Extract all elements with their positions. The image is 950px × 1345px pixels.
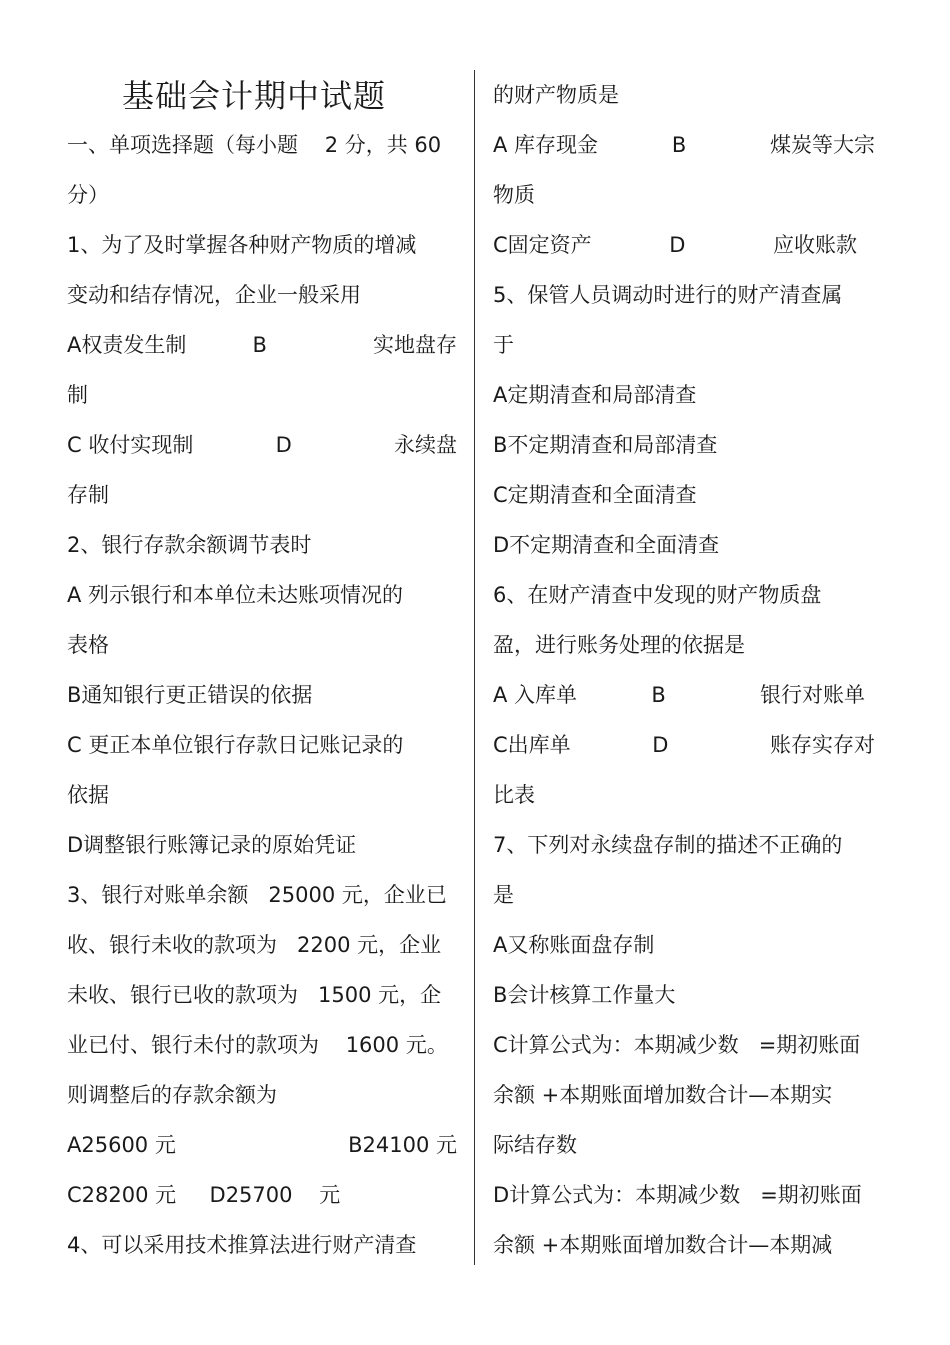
text-line: 依据 bbox=[67, 783, 109, 807]
text-line: 则调整后的存款余额为 bbox=[67, 1083, 277, 1107]
option-c: C计算公式为：本期减少数 =期初账面 bbox=[493, 1033, 861, 1057]
text-line: 物质 bbox=[493, 183, 535, 207]
option-d: D计算公式为：本期减少数 =期初账面 bbox=[493, 1183, 862, 1207]
option-d-text: 账存实存对 bbox=[770, 733, 875, 757]
option-a: A 入库单 bbox=[493, 683, 578, 707]
option-row: C28200 元 D25700 元 bbox=[67, 1183, 341, 1207]
text-line: 收、银行未收的款项为 2200 元，企业 bbox=[67, 933, 442, 957]
question-3: 3、银行对账单余额 25000 元，企业已 bbox=[67, 883, 447, 907]
option-d-text: 永续盘 bbox=[393, 433, 457, 457]
left-column bbox=[67, 120, 457, 1270]
option-row bbox=[493, 720, 875, 770]
text-line: 盈，进行账务处理的依据是 bbox=[493, 633, 745, 657]
option-d: D不定期清查和全面清查 bbox=[493, 533, 720, 557]
text-line: 业已付、银行未付的款项为 1600 元。 bbox=[67, 1033, 448, 1057]
column-divider bbox=[474, 70, 475, 1265]
text-line: 未收、银行已收的款项为 1500 元，企 bbox=[67, 983, 442, 1007]
right-column bbox=[493, 70, 875, 1270]
option-b-text: 煤炭等大宗 bbox=[770, 133, 875, 157]
option-a: A25600 元 bbox=[67, 1133, 176, 1157]
option-b-letter: B bbox=[651, 683, 666, 707]
option-b: B通知银行更正错误的依据 bbox=[67, 683, 313, 707]
option-row bbox=[67, 1120, 457, 1170]
option-c: C 收付实现制 bbox=[67, 433, 194, 457]
text-line: 比表 bbox=[493, 783, 535, 807]
option-row bbox=[67, 320, 457, 370]
text-line: 变动和结存情况，企业一般采用 bbox=[67, 283, 361, 307]
option-d: D调整银行账簿记录的原始凭证 bbox=[67, 833, 357, 857]
option-row bbox=[493, 670, 875, 720]
option-b: B会计核算工作量大 bbox=[493, 983, 676, 1007]
option-d-text: 应收账款 bbox=[773, 233, 857, 257]
text-line: 表格 bbox=[67, 633, 109, 657]
option-a: A 列示银行和本单位未达账项情况的 bbox=[67, 583, 404, 607]
text-line: 余额 +本期账面增加数合计—本期减 bbox=[493, 1233, 833, 1257]
option-d-letter: D bbox=[275, 433, 292, 457]
question-4: 4、可以采用技术推算法进行财产清查 bbox=[67, 1233, 417, 1257]
option-c: C出库单 bbox=[493, 733, 571, 757]
text-line: 于 bbox=[493, 333, 514, 357]
text-line: 的财产物质是 bbox=[493, 83, 619, 107]
section-heading: 一、单项选择题（每小题 2 分，共 60 bbox=[67, 133, 442, 157]
option-row bbox=[493, 220, 875, 270]
text-line: 际结存数 bbox=[493, 1133, 577, 1157]
option-d-letter: D bbox=[652, 733, 669, 757]
question-7: 7、下列对永续盘存制的描述不正确的 bbox=[493, 833, 843, 857]
text-line: 存制 bbox=[67, 483, 109, 507]
question-2: 2、银行存款余额调节表时 bbox=[67, 533, 312, 557]
option-b: B不定期清查和局部清查 bbox=[493, 433, 718, 457]
option-b: B24100 元 bbox=[348, 1133, 457, 1157]
question-6: 6、在财产清查中发现的财产物质盘 bbox=[493, 583, 822, 607]
option-row bbox=[493, 120, 875, 170]
option-d-letter: D bbox=[669, 233, 686, 257]
text-line: 制 bbox=[67, 383, 88, 407]
option-b-letter: B bbox=[671, 133, 687, 157]
option-b-text: 实地盘存 bbox=[372, 333, 457, 357]
option-a: A权责发生制 bbox=[67, 333, 187, 357]
option-b-text: 银行对账单 bbox=[760, 683, 865, 707]
option-c: C固定资产 bbox=[493, 233, 592, 257]
option-b-letter: B bbox=[252, 333, 267, 357]
text-line: 是 bbox=[493, 883, 514, 907]
option-a: A又称账面盘存制 bbox=[493, 933, 655, 957]
option-a: A定期清查和局部清查 bbox=[493, 383, 697, 407]
option-a: A 库存现金 bbox=[493, 133, 599, 157]
option-c: C 更正本单位银行存款日记账记录的 bbox=[67, 733, 404, 757]
question-1: 1、为了及时掌握各种财产物质的增减 bbox=[67, 233, 417, 257]
option-c: C定期清查和全面清查 bbox=[493, 483, 697, 507]
question-5: 5、保管人员调动时进行的财产清查属 bbox=[493, 283, 843, 307]
page-title: 基础会计期中试题 bbox=[122, 77, 387, 115]
text-line: 余额 +本期账面增加数合计—本期实 bbox=[493, 1083, 833, 1107]
option-row bbox=[67, 420, 457, 470]
text-line: 分） bbox=[67, 183, 109, 207]
